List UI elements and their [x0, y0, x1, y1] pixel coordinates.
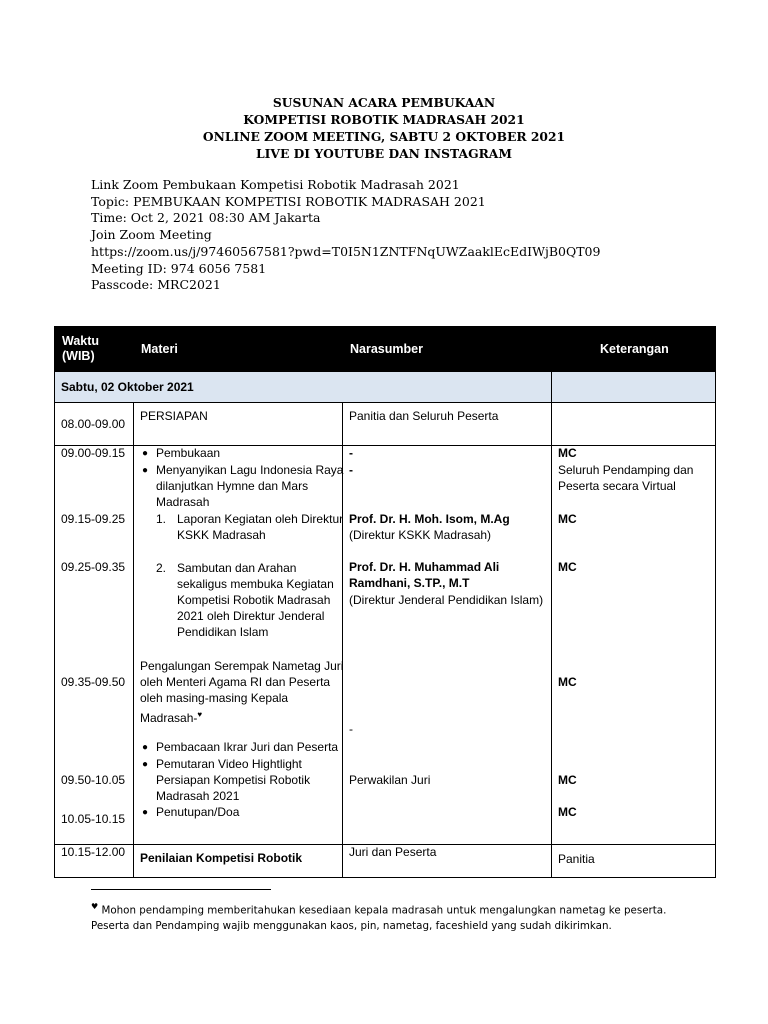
title-line-2: KOMPETISI ROBOTIK MADRASAH 2021 — [243, 112, 525, 127]
agenda-table — [54, 326, 716, 878]
row2-time-2: 09.15-09.25 — [61, 512, 126, 526]
keterangan-mc-6: MC — [558, 805, 577, 819]
row1-narasumber: Panitia dan Seluruh Peserta — [349, 409, 499, 423]
footnote-line-2: Peserta dan Pendamping wajib menggunakan kaos, pin, nametag, faceshield yang sudah dikirimkan. — [91, 920, 612, 933]
header-waktu — [55, 327, 134, 372]
keterangan-seluruh-1: Seluruh Pendamping dan — [558, 463, 694, 477]
narasumber-ali-1: Prof. Dr. H. Muhammad Ali — [349, 560, 500, 574]
narasumber-isom-role: (Direktur KSKK Madrasah) — [349, 528, 492, 542]
zoom-meeting-id: Meeting ID: 974 6056 7581 — [91, 260, 267, 276]
header-narasumber-label: Narasumber — [350, 341, 423, 356]
keterangan-mc-5: MC — [558, 773, 577, 787]
zoom-meeting-info — [91, 177, 600, 294]
footnote — [91, 899, 711, 934]
materi-sambutan-5: Pendidikan Islam — [177, 625, 269, 639]
header-materi — [134, 327, 343, 372]
footnote-heart-icon: ♥ — [91, 902, 99, 911]
materi-lagu-1: Menyanyikan Lagu Indonesia Raya — [156, 463, 344, 477]
keterangan-mc-1: MC — [558, 446, 577, 460]
header-waktu-line1: Waktu — [62, 334, 100, 348]
materi-doa: Penutupan/Doa — [156, 805, 240, 819]
row3-materi-cell — [134, 845, 343, 878]
row3-time-cell — [55, 845, 134, 878]
materi-pembukaan: Pembukaan — [156, 446, 221, 460]
zoom-url-link[interactable]: https://zoom.us/j/97460567581?pwd=T0I5N1ZNTFNqUWZaaklEcEdIWjB0QT09 — [91, 243, 601, 259]
row1-materi-cell — [134, 403, 343, 446]
zoom-passcode: Passcode: MRC2021 — [91, 277, 221, 293]
day-label: Sabtu, 02 Oktober 2021 — [61, 380, 194, 394]
materi-ikrar: Pembacaan Ikrar Juri dan Peserta — [156, 740, 339, 754]
row2-time-6: 10.05-10.15 — [61, 812, 126, 826]
materi-kalung-2: oleh Menteri Agama RI dan Peserta — [140, 675, 331, 689]
row3-keterangan-cell — [552, 845, 716, 878]
narasumber-dash-1: - — [349, 446, 353, 460]
table-header-row — [55, 327, 716, 372]
row2-time-1: 09.00-09.15 — [61, 446, 126, 460]
materi-kalung-3: oleh masing-masing Kepala — [140, 691, 289, 705]
materi-kalung-4 — [140, 707, 202, 727]
day-empty-cell — [552, 372, 716, 403]
row3-narasumber-cell — [343, 845, 552, 878]
footnote-heart-icon: ♥ — [197, 710, 203, 719]
materi-sambutan-1: Sambutan dan Arahan — [177, 561, 297, 575]
materi-laporan-number: 1. — [156, 512, 167, 526]
narasumber-ali-2: Ramdhani, S.TP., M.T — [349, 576, 470, 590]
materi-video-1: Pemutaran Video Hightlight — [156, 757, 302, 771]
bullet-icon: ● — [142, 465, 149, 476]
row2-time-5: 09.50-10.05 — [61, 773, 126, 787]
title-line-1: SUSUNAN ACARA PEMBUKAAN — [272, 95, 496, 110]
row2-materi-cell — [134, 446, 343, 845]
header-waktu-line2: (WIB) — [62, 349, 95, 363]
zoom-topic: Topic: PEMBUKAAN KOMPETISI ROBOTIK MADRASAH 2021 — [91, 193, 486, 209]
materi-laporan-2: KSKK Madrasah — [177, 528, 266, 542]
row1-narasumber-cell — [343, 403, 552, 446]
title-line-4: LIVE DI YOUTUBE DAN INSTAGRAM — [256, 146, 512, 161]
materi-sambutan-2: sekaligus membuka Kegiatan — [177, 577, 334, 591]
day-cell — [55, 372, 552, 403]
narasumber-isom: Prof. Dr. H. Moh. Isom, M.Ag — [349, 512, 510, 526]
bullet-icon: ● — [142, 807, 149, 818]
row1-materi: PERSIAPAN — [140, 409, 208, 423]
row3-narasumber: Juri dan Peserta — [349, 845, 437, 859]
table-row — [55, 446, 716, 845]
header-narasumber — [343, 327, 552, 372]
materi-laporan-1: Laporan Kegiatan oleh Direktur — [177, 512, 344, 526]
row2-keterangan-cell — [552, 446, 716, 845]
day-row — [55, 372, 716, 403]
narasumber-ali-role: (Direktur Jenderal Pendidikan Islam) — [349, 593, 544, 607]
bullet-icon: ● — [142, 448, 149, 459]
narasumber-juri: Perwakilan Juri — [349, 773, 431, 787]
narasumber-dash-3: - — [349, 722, 353, 736]
zoom-join-label: Join Zoom Meeting — [91, 227, 212, 243]
row3-keterangan: Panitia — [558, 852, 595, 866]
row2-time-cell — [55, 446, 134, 845]
row1-time-cell — [55, 403, 134, 446]
row2-time-4: 09.35-09.50 — [61, 675, 126, 689]
bullet-icon: ● — [142, 759, 149, 770]
header-keterangan — [552, 327, 716, 372]
materi-lagu-2: dilanjutkan Hymne dan Mars — [156, 479, 309, 493]
footnote-divider — [91, 889, 271, 890]
materi-sambutan-4: 2021 oleh Direktur Jenderal — [177, 609, 325, 623]
zoom-time: Time: Oct 2, 2021 08:30 AM Jakarta — [91, 210, 321, 226]
keterangan-mc-2: MC — [558, 512, 577, 526]
zoom-link-heading: Link Zoom Pembukaan Kompetisi Robotik Madrasah 2021 — [91, 177, 460, 192]
materi-kalung-4-text: Madrasah- — [140, 711, 198, 725]
header-materi-label: Materi — [141, 341, 178, 356]
materi-video-3: Madrasah 2021 — [156, 789, 240, 803]
table-row — [55, 403, 716, 446]
materi-sambutan-3: Kompetisi Robotik Madrasah — [177, 593, 331, 607]
materi-video-2: Persiapan Kompetisi Robotik — [156, 773, 311, 787]
header-keterangan-label: Keterangan — [600, 341, 669, 356]
narasumber-dash-2: - — [349, 463, 353, 477]
row1-keterangan-cell — [552, 403, 716, 446]
row3-time: 10.15-12.00 — [61, 845, 126, 859]
row3-materi: Penilaian Kompetisi Robotik — [140, 851, 303, 865]
materi-sambutan-number: 2. — [156, 561, 167, 575]
document-title — [0, 94, 768, 162]
keterangan-mc-3: MC — [558, 560, 577, 574]
footnote-line-1-text: Mohon pendamping memberitahukan kesediaan kepala madrasah untuk mengalungkan nametag ke peserta. — [101, 904, 667, 917]
footnote-line-1 — [91, 899, 711, 918]
title-line-3: ONLINE ZOOM MEETING, SABTU 2 OKTOBER 2021 — [202, 129, 566, 144]
row1-time: 08.00-09.00 — [61, 417, 126, 431]
keterangan-mc-4: MC — [558, 675, 577, 689]
materi-lagu-3: Madrasah — [156, 495, 210, 509]
bullet-icon: ● — [142, 742, 149, 753]
row2-narasumber-cell — [343, 446, 552, 845]
materi-kalung-1: Pengalungan Serempak Nametag Juri — [140, 659, 344, 673]
row2-time-3: 09.25-09.35 — [61, 560, 126, 574]
table-row — [55, 845, 716, 878]
keterangan-seluruh-2: Peserta secara Virtual — [558, 479, 676, 493]
